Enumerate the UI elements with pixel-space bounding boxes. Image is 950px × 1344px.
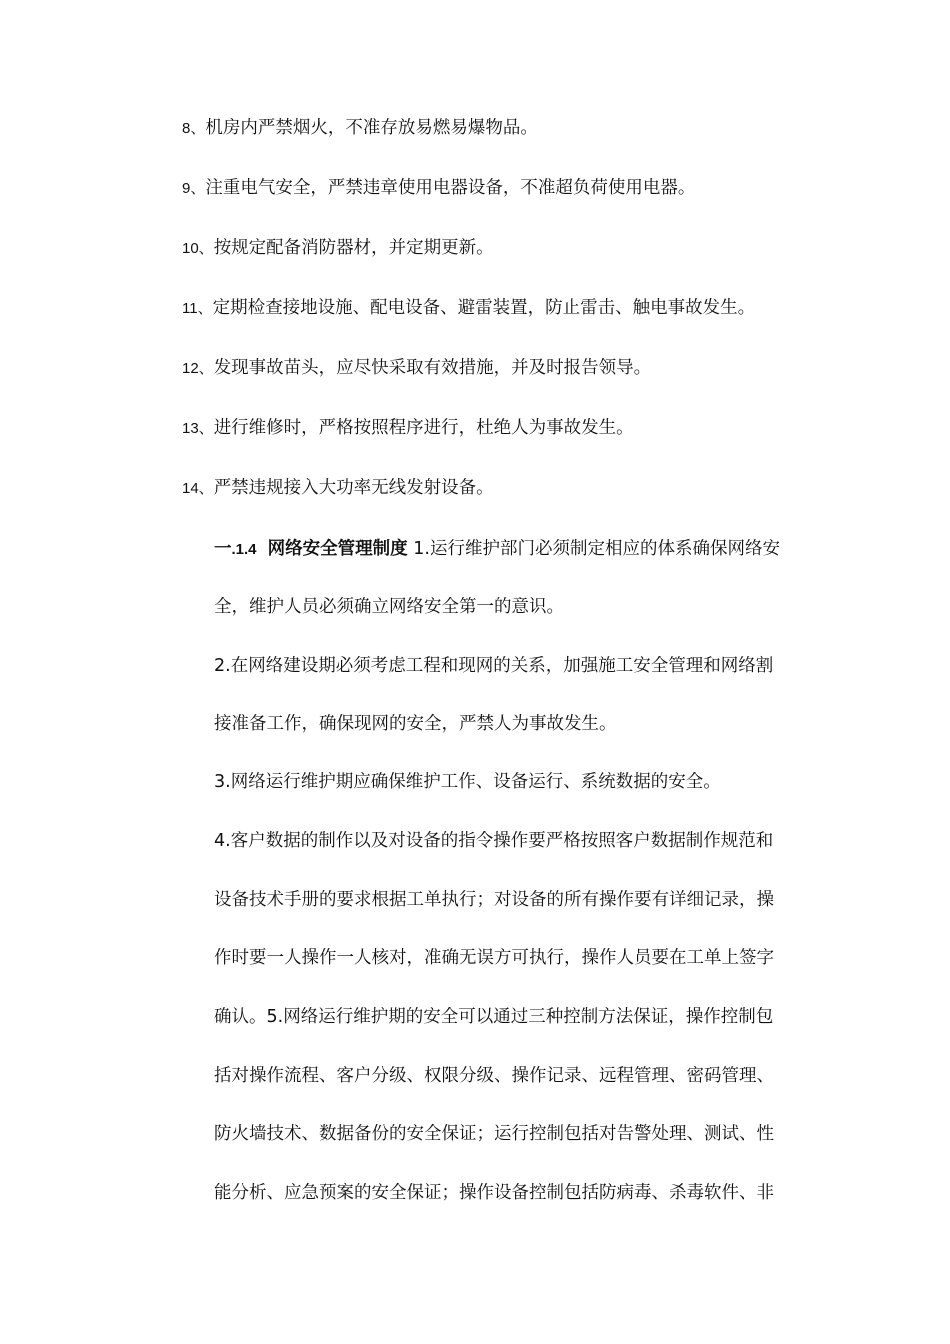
list-item-number: 10、 (182, 240, 214, 257)
section-prefix: 一 (214, 539, 232, 559)
body-line: 全，维护人员必须确立网络安全第一的意识。 (214, 597, 564, 617)
body-line: 能分析、应急预案的安全保证；操作设备控制包括防病毒、杀毒软件、非 (214, 1183, 774, 1203)
body-line: 防火墙技术、数据备份的安全保证；运行控制包括对告警处理、测试、性 (214, 1124, 774, 1144)
list-item-text: 严禁违规接入大功率无线发射设备。 (213, 478, 494, 498)
body-line: 2.在网络建设期必须考虑工程和现网的关系，加强施工安全管理和网络割 (214, 656, 774, 676)
list-item (182, 416, 842, 441)
section-title: 网络安全管理制度 (267, 539, 408, 559)
body-line: 4.客户数据的制作以及对设备的指令操作要严格按照客户数据制作规范和 (214, 831, 774, 851)
list-item-number: 8、 (182, 120, 206, 137)
list-item-number: 12、 (182, 360, 214, 377)
list-item-number: 13、 (182, 420, 214, 437)
body-line: 作时要一人操作一人核对，准确无误方可执行，操作人员要在工单上签字 (214, 948, 774, 968)
list-item-number: 11、 (182, 300, 213, 317)
list-item (182, 476, 842, 501)
section-first-line-text: 1.运行维护部门必须制定相应的体系确保网络安 (413, 539, 780, 559)
body-line: 接准备工作，确保现网的安全，严禁人为事故发生。 (214, 714, 617, 734)
body-line: 设备技术手册的要求根据工单执行；对设备的所有操作要有详细记录，操 (214, 890, 774, 910)
list-item (182, 116, 842, 141)
list-item-text: 机房内严禁烟火，不准存放易燃易爆物品。 (205, 118, 538, 138)
list-item (182, 296, 842, 321)
list-item (182, 356, 842, 381)
list-item-text: 注重电气安全，严禁违章使用电器设备，不准超负荷使用电器。 (205, 178, 696, 198)
body-line: 确认。5.网络运行维护期的安全可以通过三种控制方法保证，操作控制包 (214, 1007, 774, 1027)
section-number: .1.4 (231, 541, 257, 558)
body-line: 括对操作流程、客户分级、权限分级、操作记录、远程管理、密码管理、 (214, 1066, 774, 1086)
list-item-number: 14、 (182, 480, 214, 497)
list-item (182, 176, 842, 201)
list-item (182, 236, 842, 261)
list-item-number: 9、 (182, 180, 206, 197)
list-item-text: 按规定配备消防器材，并定期更新。 (213, 238, 494, 258)
list-item-text: 进行维修时，严格按照程序进行，杜绝人为事故发生。 (213, 418, 634, 438)
list-item-text: 定期检查接地设施、配电设备、避雷装置，防止雷击、触电事故发生。 (212, 298, 756, 318)
list-item-text: 发现事故苗头，应尽快采取有效措施，并及时报告领导。 (213, 358, 652, 378)
body-line: 3.网络运行维护期应确保维护工作、设备运行、系统数据的安全。 (214, 772, 721, 792)
section-first-line (214, 537, 839, 562)
